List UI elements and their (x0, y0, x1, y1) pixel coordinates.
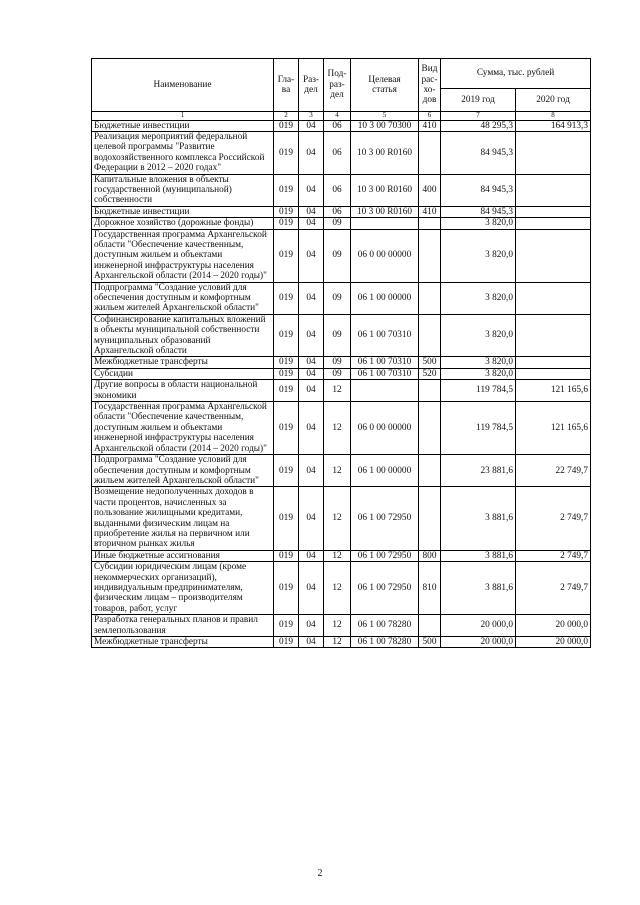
row-vid: 500 (419, 637, 441, 648)
row-sum-2020 (516, 282, 591, 314)
row-article: 06 1 00 00000 (351, 455, 419, 487)
row-razdel: 04 (299, 615, 324, 637)
row-sum-2019: 119 784,5 (441, 380, 516, 402)
row-vid (419, 615, 441, 637)
row-name: Субсидии юридическим лицам (кроме некоммерческих организаций), индивидуальным предпринимателям, физическим лицам – производителям товаров, работ, услуг (92, 562, 274, 615)
row-glava: 019 (274, 120, 299, 131)
row-article: 06 0 00 00000 (351, 229, 419, 282)
row-vid: 810 (419, 562, 441, 615)
row-article: 06 0 00 00000 (351, 402, 419, 455)
row-vid: 410 (419, 120, 441, 131)
table-row (92, 174, 591, 206)
row-vid (419, 487, 441, 550)
row-name: Государственная программа Архангельской области "Обеспечение качественным, доступным жильем и объектами инженерной инфраструктуры населения Архангельской области (2014 – 2020 годы)" (92, 229, 274, 282)
header-podrazdel: Под- раз- дел (324, 59, 351, 112)
row-sum-2020: 2 749,7 (516, 487, 591, 550)
row-razdel: 04 (299, 120, 324, 131)
row-razdel: 04 (299, 455, 324, 487)
row-vid (419, 229, 441, 282)
row-razdel: 04 (299, 402, 324, 455)
table-row (92, 487, 591, 550)
row-name: Разработка генеральных планов и правил землепользования (92, 615, 274, 637)
row-podrazdel: 09 (324, 368, 351, 379)
row-vid (419, 218, 441, 229)
row-glava: 019 (274, 615, 299, 637)
table-row (92, 229, 591, 282)
table-row (92, 131, 591, 174)
header-row (92, 59, 591, 89)
row-vid: 500 (419, 357, 441, 368)
row-glava: 019 (274, 174, 299, 206)
row-glava: 019 (274, 487, 299, 550)
row-glava: 019 (274, 550, 299, 561)
column-number: 1 (92, 112, 274, 121)
row-podrazdel: 12 (324, 550, 351, 561)
row-glava: 019 (274, 131, 299, 174)
column-number: 4 (324, 112, 351, 121)
row-glava: 019 (274, 357, 299, 368)
row-podrazdel: 09 (324, 218, 351, 229)
row-razdel: 04 (299, 487, 324, 550)
column-number: 5 (351, 112, 419, 121)
row-sum-2020 (516, 368, 591, 379)
row-razdel: 04 (299, 562, 324, 615)
row-article: 06 1 00 70310 (351, 314, 419, 357)
header-sum: Сумма, тыс. рублей (441, 59, 591, 89)
row-sum-2019: 84 945,3 (441, 174, 516, 206)
row-sum-2020: 2 749,7 (516, 562, 591, 615)
row-name: Софинансирование капитальных вложений в объекты муниципальной собственности муниципальных образований Архангельской области (92, 314, 274, 357)
row-glava: 019 (274, 206, 299, 217)
row-sum-2019: 3 820,0 (441, 282, 516, 314)
row-razdel: 04 (299, 131, 324, 174)
row-razdel: 04 (299, 380, 324, 402)
row-sum-2019: 20 000,0 (441, 615, 516, 637)
table-row (92, 550, 591, 561)
row-glava: 019 (274, 282, 299, 314)
row-glava: 019 (274, 229, 299, 282)
row-name: Субсидии (92, 368, 274, 379)
row-razdel: 04 (299, 229, 324, 282)
row-article: 06 1 00 72950 (351, 562, 419, 615)
row-glava: 019 (274, 637, 299, 648)
table-row (92, 206, 591, 217)
budget-table (91, 58, 591, 648)
row-sum-2020 (516, 314, 591, 357)
row-name: Подпрограмма "Создание условий для обеспечения доступным и комфортным жильем жителей Архангельской области" (92, 455, 274, 487)
row-name: Бюджетные инвестиции (92, 206, 274, 217)
row-razdel: 04 (299, 637, 324, 648)
row-razdel: 04 (299, 357, 324, 368)
row-name: Межбюджетные трансферты (92, 357, 274, 368)
row-sum-2019: 3 881,6 (441, 487, 516, 550)
row-sum-2019: 23 881,6 (441, 455, 516, 487)
row-sum-2019: 3 881,6 (441, 562, 516, 615)
row-name: Подпрограмма "Создание условий для обеспечения доступным и комфортным жильем жителей Архангельской области" (92, 282, 274, 314)
row-sum-2020 (516, 206, 591, 217)
table-row (92, 380, 591, 402)
row-article: 06 1 00 00000 (351, 282, 419, 314)
header-name: Наименование (92, 59, 274, 112)
row-article: 10 3 00 R0160 (351, 174, 419, 206)
row-name: Капитальные вложения в объекты государственной (муниципальной) собственности (92, 174, 274, 206)
row-razdel: 04 (299, 550, 324, 561)
row-sum-2020: 121 165,6 (516, 380, 591, 402)
row-podrazdel: 12 (324, 615, 351, 637)
row-sum-2020: 20 000,0 (516, 637, 591, 648)
row-podrazdel: 12 (324, 637, 351, 648)
row-vid: 520 (419, 368, 441, 379)
row-sum-2019: 119 784,5 (441, 402, 516, 455)
row-sum-2020: 121 165,6 (516, 402, 591, 455)
table-row (92, 455, 591, 487)
row-sum-2019: 3 820,0 (441, 368, 516, 379)
column-number: 6 (419, 112, 441, 121)
row-razdel: 04 (299, 368, 324, 379)
row-sum-2020 (516, 357, 591, 368)
row-glava: 019 (274, 368, 299, 379)
table-row (92, 120, 591, 131)
row-podrazdel: 12 (324, 455, 351, 487)
row-podrazdel: 12 (324, 402, 351, 455)
table-row (92, 282, 591, 314)
row-podrazdel: 12 (324, 380, 351, 402)
row-sum-2019: 3 820,0 (441, 314, 516, 357)
row-podrazdel: 12 (324, 562, 351, 615)
row-razdel: 04 (299, 314, 324, 357)
header-article: Целевая статья (351, 59, 419, 112)
row-podrazdel: 06 (324, 174, 351, 206)
row-vid (419, 402, 441, 455)
page-number: 2 (317, 868, 323, 879)
header-vid: Вид рас- хо- дов (419, 59, 441, 112)
column-number: 3 (299, 112, 324, 121)
row-name: Возмещение недополученных доходов в части процентов, начисленных за пользование жилищными кредитами, выданными физическим лицам на приобретение жилья на первичном или вторичном рынках жилья (92, 487, 274, 550)
row-sum-2020: 22 749,7 (516, 455, 591, 487)
row-vid (419, 455, 441, 487)
column-number: 8 (516, 112, 591, 121)
row-name: Иные бюджетные ассигнования (92, 550, 274, 561)
row-vid: 410 (419, 206, 441, 217)
column-number: 7 (441, 112, 516, 121)
row-vid (419, 314, 441, 357)
table-row (92, 615, 591, 637)
header-year-2019: 2019 год (441, 88, 516, 111)
row-razdel: 04 (299, 174, 324, 206)
row-sum-2019: 84 945,3 (441, 206, 516, 217)
row-vid (419, 380, 441, 402)
row-name: Государственная программа Архангельской области "Обеспечение качественным, доступным жильем и объектами инженерной инфраструктуры населения Архангельской области (2014 – 2020 годы)" (92, 402, 274, 455)
row-vid (419, 282, 441, 314)
row-sum-2020: 164 913,3 (516, 120, 591, 131)
row-name: Бюджетные инвестиции (92, 120, 274, 131)
row-sum-2019: 84 945,3 (441, 131, 516, 174)
row-sum-2019: 3 820,0 (441, 357, 516, 368)
row-name: Межбюджетные трансферты (92, 637, 274, 648)
row-vid (419, 131, 441, 174)
row-article: 06 1 00 72950 (351, 550, 419, 561)
row-name: Другие вопросы в области национальной экономики (92, 380, 274, 402)
row-sum-2020 (516, 131, 591, 174)
row-podrazdel: 09 (324, 229, 351, 282)
row-podrazdel: 06 (324, 131, 351, 174)
row-glava: 019 (274, 314, 299, 357)
row-sum-2019: 20 000,0 (441, 637, 516, 648)
row-article (351, 218, 419, 229)
row-podrazdel: 09 (324, 357, 351, 368)
row-podrazdel: 06 (324, 206, 351, 217)
row-sum-2020 (516, 174, 591, 206)
table-row (92, 314, 591, 357)
row-sum-2019: 3 820,0 (441, 218, 516, 229)
column-number: 2 (274, 112, 299, 121)
row-article (351, 380, 419, 402)
header-razdel: Раз- дел (299, 59, 324, 112)
row-sum-2019: 3 820,0 (441, 229, 516, 282)
row-glava: 019 (274, 562, 299, 615)
header-glava: Гла- ва (274, 59, 299, 112)
header-year-2020: 2020 год (516, 88, 591, 111)
table-row (92, 218, 591, 229)
table-row (92, 368, 591, 379)
row-podrazdel: 06 (324, 120, 351, 131)
row-article: 06 1 00 78280 (351, 615, 419, 637)
row-glava: 019 (274, 380, 299, 402)
row-glava: 019 (274, 402, 299, 455)
row-vid: 400 (419, 174, 441, 206)
row-sum-2020: 2 749,7 (516, 550, 591, 561)
row-razdel: 04 (299, 282, 324, 314)
row-sum-2019: 3 881,6 (441, 550, 516, 561)
row-podrazdel: 09 (324, 314, 351, 357)
table-row (92, 357, 591, 368)
table-row (92, 637, 591, 648)
row-sum-2020: 20 000,0 (516, 615, 591, 637)
row-razdel: 04 (299, 206, 324, 217)
row-article: 10 3 00 70300 (351, 120, 419, 131)
row-glava: 019 (274, 455, 299, 487)
row-sum-2020 (516, 229, 591, 282)
row-article: 06 1 00 72950 (351, 487, 419, 550)
table-row (92, 562, 591, 615)
row-article: 10 3 00 R0160 (351, 131, 419, 174)
row-sum-2019: 48 295,3 (441, 120, 516, 131)
row-article: 06 1 00 78280 (351, 637, 419, 648)
row-vid: 800 (419, 550, 441, 561)
row-article: 06 1 00 70310 (351, 357, 419, 368)
column-number-row (92, 112, 591, 121)
row-sum-2020 (516, 218, 591, 229)
row-glava: 019 (274, 218, 299, 229)
row-article: 06 1 00 70310 (351, 368, 419, 379)
row-razdel: 04 (299, 218, 324, 229)
row-podrazdel: 12 (324, 487, 351, 550)
row-podrazdel: 09 (324, 282, 351, 314)
row-name: Дорожное хозяйство (дорожные фонды) (92, 218, 274, 229)
table-row (92, 402, 591, 455)
row-name: Реализация мероприятий федеральной целевой программы "Развитие водохозяйственного комплекса Российской Федерации в 2012 – 2020 годах" (92, 131, 274, 174)
row-article: 10 3 00 R0160 (351, 206, 419, 217)
